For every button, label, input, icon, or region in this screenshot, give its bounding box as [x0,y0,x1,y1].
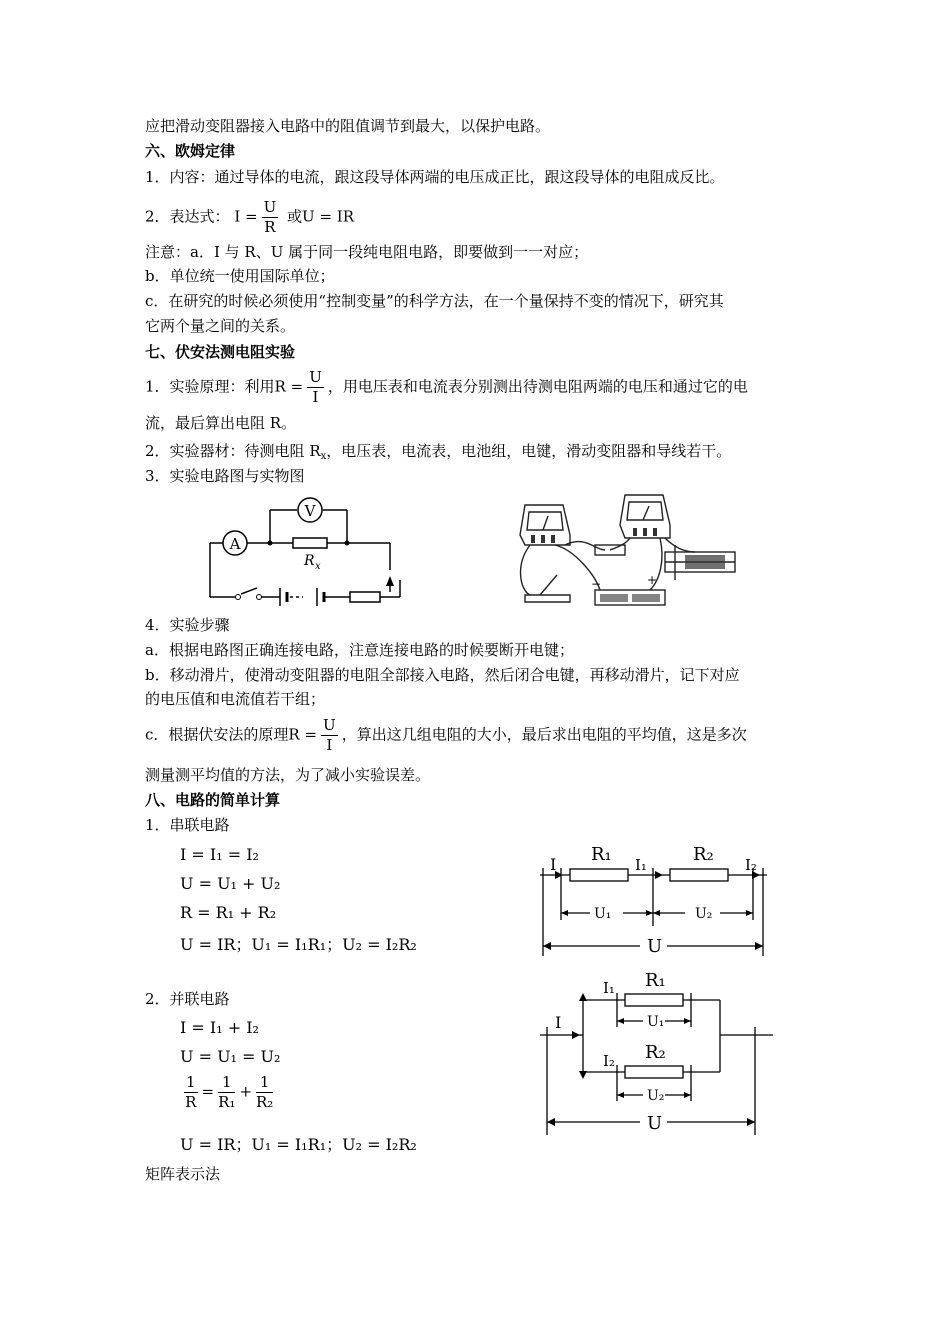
series-i-label: I [550,855,557,874]
battery-minus: − [591,577,602,591]
rx-resistor [293,538,327,548]
step-b-line2: 的电压值和电流值若干组； [145,690,326,708]
fraction [218,1075,235,1110]
section-heading-7: 七、伏安法测电阻实验 [145,343,296,361]
parallel-i-label: I [555,1013,562,1032]
fraction [256,1075,273,1110]
step-a: a．根据电路图正确连接电路，注意连接电路的时候要断开电键； [145,641,574,659]
section-heading-8: 八、电路的简单计算 [145,791,281,809]
equipment-subscript: x [320,451,327,462]
fraction-numerator: 1 [256,1075,273,1093]
fraction-denominator: R₂ [256,1093,274,1111]
battery-plus: + [647,573,658,587]
series-eq-1: I = I₁ = I₂ [180,845,259,864]
fraction-numerator: 1 [218,1075,235,1093]
series-u-label: U [647,936,663,957]
ohm-content: 1．内容：通过导体的电流，跟这段导体两端的电压成正比，跟这段导体的电阻成反比。 [145,168,725,186]
series-u2-label: U₂ [695,906,713,922]
r2-resistor [625,1066,683,1078]
step-c-line2: 测量测平均值的方法，为了减小实验误差。 [145,766,431,784]
equipment-text-b: ，电压表，电流表，电池组，电键，滑动变阻器和导线若干。 [326,442,732,460]
voltammetry-circuit-diagram [195,490,405,610]
parallel-eq-3: $\frac{1}{R}$ = $\frac{1}{\text{R₁}}$ + $\frac{1}{\text{R₂}}$ [185,1073,274,1111]
parallel-eq-1: I = I₁ + I₂ [180,1018,259,1037]
principle-prefix: 1．实验原理：利用 [145,377,275,396]
current-arrow [579,1071,587,1079]
note-c-line1: c．在研究的时候必须使用“控制变量”的科学方法，在一个量保持不变的情况下，研究其 [145,292,724,310]
series-circuit-diagram [535,838,775,958]
parallel-u2-label: U₂ [647,1088,665,1104]
note-c-line2: 它两个量之间的关系。 [145,317,296,335]
junction-dot [268,541,273,546]
voltmeter-label: V [304,502,316,520]
r1-resistor [625,994,683,1006]
circuit-title: 3．实验电路图与实物图 [145,467,305,485]
r2-resistor [670,869,728,881]
ammeter-label: A [229,535,241,553]
parallel-eq-4: U = IR；U₁ = I₁R₁；U₂ = I₂R₂ [180,1135,417,1154]
matrix-method: 矩阵表示法 [145,1165,221,1183]
current-arrow [579,993,587,1001]
steps-title: 4．实验步骤 [145,616,230,634]
parallel-eq-2: U = U₁ = U₂ [180,1047,281,1066]
apparatus-photo-sketch [515,490,745,610]
equipment-text-a: 2．实验器材：待测电阻 R [145,442,321,460]
fraction-numerator: U [309,368,322,386]
fraction-numerator: U [323,716,336,734]
parallel-u-label: U [647,1113,663,1134]
current-arrow [655,871,663,879]
parallel-circuit-diagram [535,965,780,1140]
series-r1-label: R₁ [591,844,612,865]
ohm-expr-lhs: I = [234,207,258,226]
parallel-i1-label: I₁ [603,979,615,997]
fraction-numerator: U [263,198,277,216]
step-c-line1 [145,718,747,753]
junction-dot [345,541,350,546]
parallel-i2-label: I₂ [603,1052,615,1070]
section-heading-6: 六、欧姆定律 [145,142,236,160]
rx-subscript: x [315,561,321,572]
note-a: 注意：a．I 与 R、U 属于同一段纯电阻电路，即要做到一一对应； [145,243,589,261]
principle-line [145,370,748,405]
series-i2-label: I₂ [745,856,757,874]
equipment-line [145,440,731,468]
switch-contact [257,595,262,600]
step-c-suffix: ，算出这几组电阻的大小，最后求出电阻的平均值，这是多次 [341,725,747,744]
switch-contact [236,595,241,600]
principle-fraction [307,370,324,405]
principle-continued: 流，最后算出电阻 R。 [145,414,297,432]
fraction-denominator: I [326,736,333,754]
ohm-fraction [262,200,279,235]
parallel-u1-label: U₁ [647,1014,665,1030]
fraction-denominator: I [312,388,319,406]
current-arrow [572,1031,580,1039]
rheostat-slider-arrow [386,576,394,586]
parallel-r1-label: R₁ [645,970,666,991]
principle-lhs: R = [274,377,304,396]
note-b: b．单位统一使用国际单位； [145,267,335,285]
fraction-denominator: R₁ [218,1093,236,1111]
fraction-numerator: 1 [186,1073,196,1091]
parallel-r2-label: R₂ [645,1042,666,1063]
switch-physical [525,595,570,602]
series-u1-label: U₁ [594,906,612,922]
series-title: 1．串联电路 [145,816,230,834]
series-eq-3: R = R₁ + R₂ [180,903,277,922]
r1-resistor [570,869,628,881]
parallel-title: 2．并联电路 [145,990,230,1008]
ohm-expr-prefix: 2．表达式： [145,207,230,226]
series-r2-label: R₂ [693,844,714,865]
intro-line: 应把滑动变阻器接入电路中的阻值调节到最大，以保护电路。 [145,117,551,135]
fraction-denominator: R [185,1093,197,1111]
step-b-line1: b．移动滑片，使滑动变阻器的电阻全部接入电路，然后闭合电键，再移动滑片，记下对应 [145,666,740,684]
step-c-lhs: R = [288,725,318,744]
principle-suffix: ，用电压表和电流表分别测出待测电阻两端的电压和通过它的电 [327,377,748,396]
rheostat [350,592,380,602]
ohm-expression [145,200,354,235]
series-eq-2: U = U₁ + U₂ [180,874,281,893]
step-c-fraction [321,718,338,753]
step-c-prefix: c．根据伏安法的原理 [145,725,289,744]
ohm-expr-suffix: 或U = IR [287,207,354,226]
rx-label: R [304,553,315,569]
fraction-denominator: R [264,218,276,236]
series-eq-4: U = IR；U₁ = I₁R₁；U₂ = I₂R₂ [180,935,417,954]
fraction [184,1075,198,1110]
series-i1-label: I₁ [635,856,647,874]
